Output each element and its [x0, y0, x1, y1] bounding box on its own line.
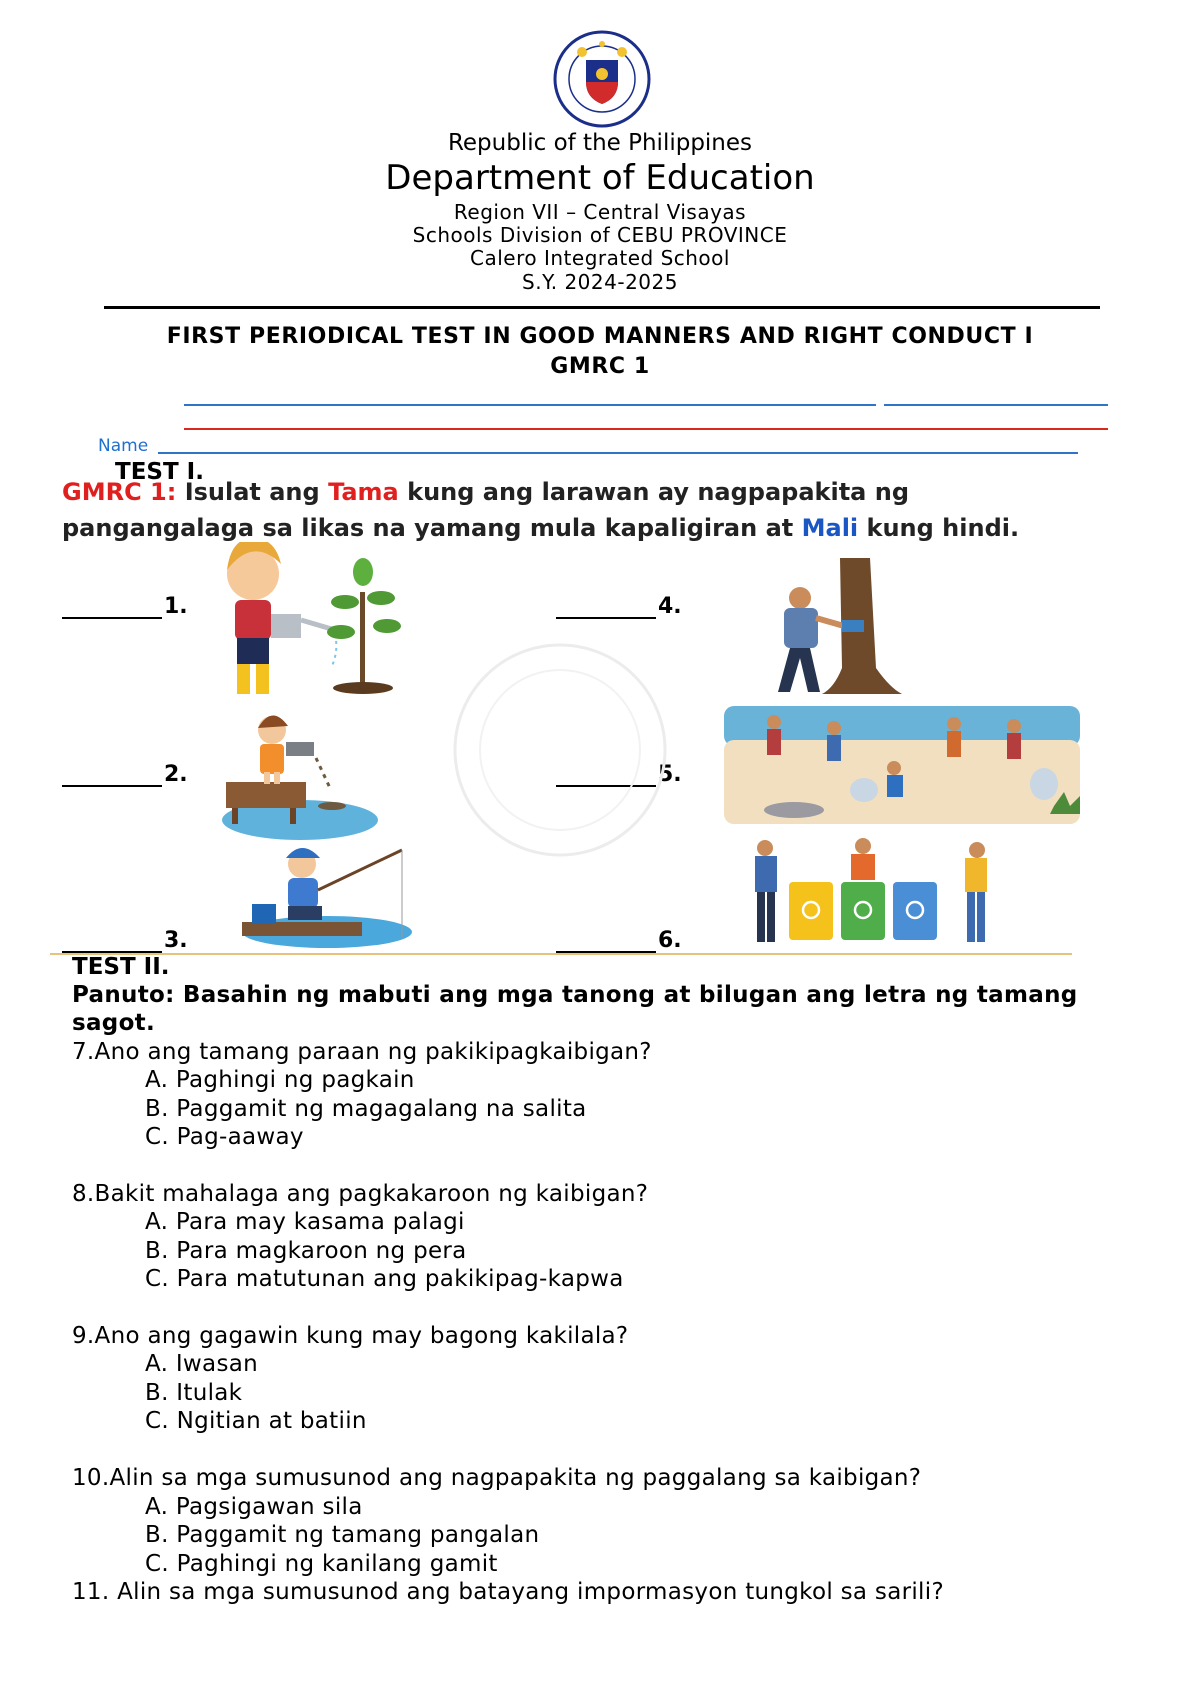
region-line: Region VII – Central Visayas — [453, 200, 747, 224]
school-year-line: S.Y. 2024-2025 — [522, 270, 678, 294]
instr-b: kung ang larawan ay nagpapakita ng — [407, 478, 909, 506]
division-line: Schools Division of CEBU PROVINCE — [412, 223, 788, 247]
name-label: Name — [98, 436, 149, 456]
name-field[interactable] — [158, 452, 1078, 454]
question-11: 11. Alin sa mga sumusunod ang batayang impormasyon tungkol sa sarili? — [72, 1579, 944, 1605]
instr-d: kung hindi. — [866, 514, 1020, 542]
question-9: 9.Ano ang gagawin kung may bagong kakilala? — [72, 1323, 629, 1349]
instr-prefix: GMRC 1: — [62, 478, 177, 506]
q9-option-c[interactable]: C. Ngitian at batiin — [145, 1408, 367, 1434]
q7-option-b[interactable]: B. Paggamit ng magagalang na salita — [145, 1096, 587, 1122]
q8-option-c[interactable]: C. Para matutunan ang pakikipag-kapwa — [145, 1266, 624, 1292]
name-line-blue-2 — [884, 404, 1108, 406]
answer-blank-4[interactable]: 4. — [556, 594, 682, 619]
section-divider — [50, 953, 1072, 955]
picture-recycling-bins — [745, 838, 995, 950]
q7-option-c[interactable]: C. Pag-aaway — [145, 1124, 304, 1150]
q9-option-a[interactable]: A. Iwasan — [145, 1351, 258, 1377]
test1-instruction-line2 — [62, 514, 1019, 542]
instr-a: Isulat ang — [184, 478, 320, 506]
test-subtitle: GMRC 1 — [550, 354, 650, 379]
picture-boy-watering-plant — [215, 542, 425, 702]
q9-option-b[interactable]: B. Itulak — [145, 1380, 243, 1406]
name-line-red — [184, 428, 1108, 430]
republic-line: Republic of the Philippines — [447, 130, 753, 156]
deped-seal — [552, 30, 652, 128]
answer-blank-6[interactable]: 6. — [556, 928, 682, 953]
picture-man-cutting-tree — [760, 558, 910, 696]
q10-option-c[interactable]: C. Paghingi ng kanilang gamit — [145, 1551, 498, 1577]
word-tama: Tama — [328, 478, 399, 506]
instr-c: pangangalaga sa likas na yamang mula kapaligiran at — [62, 514, 794, 542]
test2-instruction-line1: Panuto: Basahin ng mabuti ang mga tanong at bilugan ang letra ng tamang — [72, 982, 1078, 1008]
answer-blank-3[interactable]: 3. — [62, 928, 188, 953]
q8-option-b[interactable]: B. Para magkaroon ng pera — [145, 1238, 467, 1264]
department-line: Department of Education — [385, 158, 815, 198]
name-line-blue-1 — [184, 404, 876, 406]
watermark-logo — [425, 640, 695, 860]
question-10: 10.Alin sa mga sumusunod ang nagpapakita ng paggalang sa kaibigan? — [72, 1465, 922, 1491]
answer-blank-5[interactable]: 5. — [556, 762, 682, 787]
answer-blank-2[interactable]: 2. — [62, 762, 188, 787]
q8-option-a[interactable]: A. Para may kasama palagi — [145, 1209, 465, 1235]
picture-boy-fishing — [232, 842, 412, 950]
test-title: FIRST PERIODICAL TEST IN GOOD MANNERS AND RIGHT CONDUCT I — [166, 324, 1034, 349]
header-divider — [104, 306, 1100, 309]
test1-heading: TEST I. — [115, 459, 204, 485]
question-8: 8.Bakit mahalaga ang pagkakaroon ng kaibigan? — [72, 1181, 649, 1207]
test2-instruction-line2: sagot. — [72, 1010, 156, 1036]
picture-girl-throwing-trash — [220, 712, 385, 842]
test1-instruction-line1 — [62, 478, 909, 506]
test2-heading: TEST II. — [72, 954, 170, 980]
word-mali: Mali — [801, 514, 859, 542]
q10-option-b[interactable]: B. Paggamit ng tamang pangalan — [145, 1522, 540, 1548]
picture-beach-cleanup — [724, 706, 1080, 824]
q7-option-a[interactable]: A. Paghingi ng pagkain — [145, 1067, 415, 1093]
school-line: Calero Integrated School — [470, 246, 730, 270]
q10-option-a[interactable]: A. Pagsigawan sila — [145, 1494, 363, 1520]
question-7: 7.Ano ang tamang paraan ng pakikipagkaibigan? — [72, 1039, 652, 1065]
answer-blank-1[interactable]: 1. — [62, 594, 188, 619]
